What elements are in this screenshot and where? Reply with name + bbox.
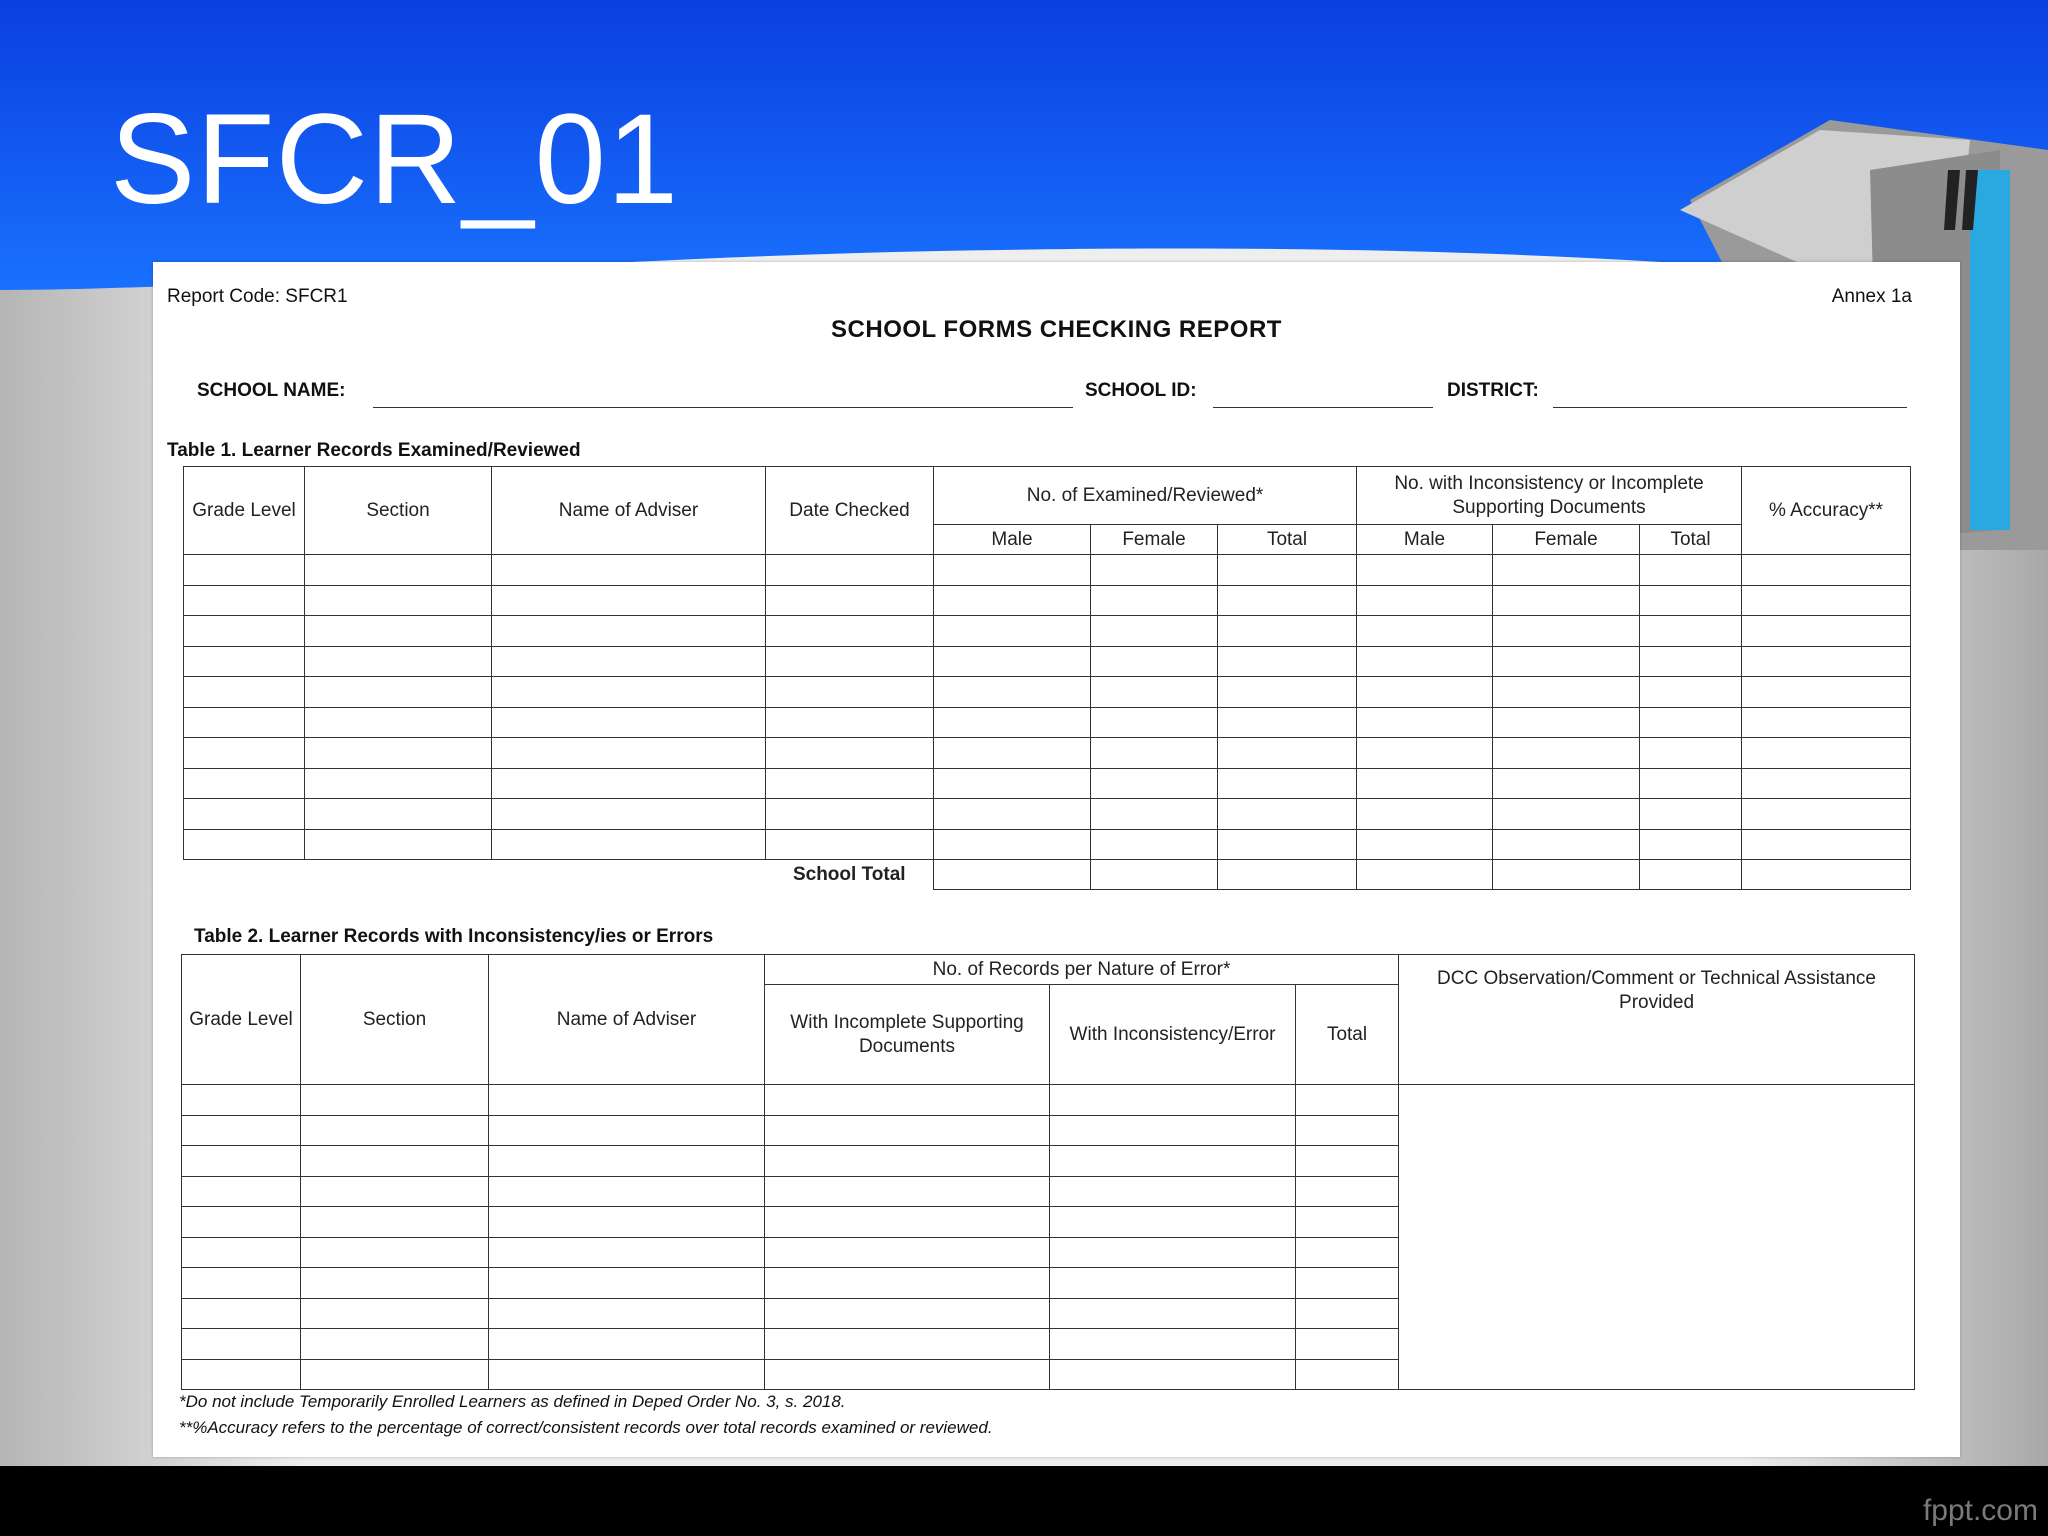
t1-cell [184,677,305,708]
t1-cell [766,738,934,769]
t2-cell [301,1115,489,1146]
t1-cell [1218,707,1357,738]
t1-cell [1640,616,1742,647]
t1-cell [1357,768,1493,799]
t1-cell [1218,555,1357,586]
t1-cell [492,768,766,799]
t1-cell [1091,646,1218,677]
t2-cell [1296,1115,1399,1146]
t1-total-cell [934,860,1091,890]
t2-cell [182,1268,301,1299]
t2-cell [1050,1359,1296,1390]
t2-cell [182,1359,301,1390]
t1-cell [1091,768,1218,799]
t1-cell [492,829,766,860]
t2-cell [182,1207,301,1238]
t1-cell [184,768,305,799]
t2-cell [765,1176,1050,1207]
t1-cell [934,738,1091,769]
t1-cell [1218,799,1357,830]
t1-cell [934,646,1091,677]
table1-caption: Table 1. Learner Records Examined/Reviewed [167,440,581,461]
t2-cell [1296,1207,1399,1238]
t1-cell [934,585,1091,616]
t2-cell [1296,1298,1399,1329]
t1-header-inconsistency: No. with Inconsistency or Incomplete Supporting Documents [1357,467,1742,525]
t1-cell [1742,799,1911,830]
t1-total-cell [1091,860,1218,890]
t1-cell [1357,555,1493,586]
t2-header-incomplete: With Incomplete Supporting Documents [765,985,1050,1085]
t1-cell [184,646,305,677]
t2-cell [765,1085,1050,1116]
t1-cell [1742,829,1911,860]
t2-header-dcc: DCC Observation/Comment or Technical Assistance Provided [1399,955,1915,1085]
school-name-line [373,407,1073,408]
t1-cell [1091,616,1218,647]
t1-cell [184,616,305,647]
t1-total-cell [1640,860,1742,890]
t1-cell [1493,585,1640,616]
t1-header-adviser: Name of Adviser [492,467,766,555]
t2-cell [1296,1085,1399,1116]
t1-cell [305,799,492,830]
t1-cell [305,677,492,708]
t2-cell [1050,1176,1296,1207]
t1-cell [1091,707,1218,738]
t1-cell [766,677,934,708]
t1-cell [492,555,766,586]
t1-cell [766,707,934,738]
t1-cell [1742,707,1911,738]
t1-cell [1493,707,1640,738]
t1-header-inconsistency-male: Male [1357,525,1493,555]
t1-cell [934,555,1091,586]
t1-cell [184,585,305,616]
t2-body [182,1085,1915,1390]
school-id-label: SCHOOL ID: [1085,380,1197,401]
t1-row [184,799,1911,830]
t2-cell [1296,1268,1399,1299]
t2-cell [489,1268,765,1299]
t1-header-section: Section [305,467,492,555]
t1-cell [934,707,1091,738]
t2-header-inconsistency: With Inconsistency/Error [1050,985,1296,1085]
slide-title: SFCR_01 [110,88,679,231]
t1-cell [492,616,766,647]
t2-cell [1050,1298,1296,1329]
t1-cell [305,555,492,586]
t1-total-cell [1218,860,1357,890]
district-line [1553,407,1907,408]
t1-cell [184,738,305,769]
t1-header-inconsistency-total: Total [1640,525,1742,555]
t2-cell [301,1237,489,1268]
t2-header-total: Total [1296,985,1399,1085]
t2-cell [182,1085,301,1116]
t1-cell [766,646,934,677]
table2-caption: Table 2. Learner Records with Inconsistency/ies or Errors [194,926,714,947]
t1-cell [1640,768,1742,799]
t1-cell [1742,768,1911,799]
t1-row [184,768,1911,799]
t1-cell [934,829,1091,860]
t1-row [184,707,1911,738]
t1-cell [1091,829,1218,860]
t2-cell [182,1146,301,1177]
t1-header-date-checked: Date Checked [766,467,934,555]
t2-cell [301,1146,489,1177]
t1-cell [766,768,934,799]
t2-cell [489,1176,765,1207]
t1-cell [305,768,492,799]
t1-cell [184,707,305,738]
t2-cell [1050,1085,1296,1116]
t1-cell [934,768,1091,799]
t2-cell [301,1207,489,1238]
report-title: SCHOOL FORMS CHECKING REPORT [831,316,1282,343]
t1-cell [1493,646,1640,677]
t1-cell [1091,555,1218,586]
t2-cell [1296,1359,1399,1390]
t2-cell [765,1359,1050,1390]
t1-cell [934,799,1091,830]
t2-cell [301,1268,489,1299]
t2-cell [182,1298,301,1329]
t1-total-cell [1493,860,1640,890]
t2-cell [765,1207,1050,1238]
annex-label: Annex 1a [1831,286,1912,307]
t1-cell [1091,677,1218,708]
t1-cell [766,585,934,616]
t1-row [184,677,1911,708]
t1-cell [1218,829,1357,860]
t1-cell [1640,585,1742,616]
t2-cell [301,1085,489,1116]
t1-row [184,616,1911,647]
t1-cell [305,738,492,769]
t2-cell [1050,1237,1296,1268]
t1-total-cell [1357,860,1493,890]
t1-cell [492,646,766,677]
t1-row [184,829,1911,860]
t1-cell [1357,646,1493,677]
t2-cell [489,1359,765,1390]
footnote-accuracy: **%Accuracy refers to the percentage of correct/consistent records over total records examined or reviewed. [179,1418,993,1437]
t2-cell [765,1298,1050,1329]
t1-cell [1218,768,1357,799]
t1-cell [184,555,305,586]
t1-school-total-label: School Total [792,863,906,885]
t1-cell [1357,677,1493,708]
t1-cell [1742,677,1911,708]
t1-cell [1357,738,1493,769]
t2-cell [1050,1207,1296,1238]
t1-row [184,646,1911,677]
t2-cell [1296,1329,1399,1360]
t1-cell [1493,829,1640,860]
t1-cell [1357,829,1493,860]
t1-cell [1640,555,1742,586]
t1-cell [1357,799,1493,830]
t2-cell [765,1329,1050,1360]
t1-cell [1742,616,1911,647]
t1-row [184,555,1911,586]
t2-cell [1050,1268,1296,1299]
t1-cell [1357,616,1493,647]
t1-cell [305,585,492,616]
t1-header-inconsistency-female: Female [1493,525,1640,555]
t2-cell [182,1329,301,1360]
t1-header-accuracy: % Accuracy** [1742,467,1911,555]
table1-learner-records [183,466,1911,890]
t1-cell [1357,585,1493,616]
t1-cell [305,616,492,647]
t1-cell [492,738,766,769]
t1-cell [766,829,934,860]
t2-row [182,1085,1915,1116]
t2-cell [489,1115,765,1146]
t1-cell [1091,799,1218,830]
t2-cell [182,1237,301,1268]
t1-cell [492,585,766,616]
t1-row [184,738,1911,769]
t1-body [184,555,1911,860]
t2-cell [489,1298,765,1329]
t1-cell [1493,799,1640,830]
school-name-label: SCHOOL NAME: [197,380,346,401]
t1-cell [305,829,492,860]
table2-records-with-errors [181,954,1915,1390]
t1-cell [1218,738,1357,769]
footer-bar [0,1466,2048,1536]
t2-cell [489,1207,765,1238]
t1-header-examined-total: Total [1218,525,1357,555]
t1-cell [1493,768,1640,799]
t1-cell [1640,646,1742,677]
t1-cell [1218,677,1357,708]
t1-cell [184,799,305,830]
t1-cell [1640,738,1742,769]
t1-cell [766,616,934,647]
t1-cell [1091,585,1218,616]
t2-cell [301,1176,489,1207]
district-label: DISTRICT: [1447,380,1539,401]
footer-brand: fppt.com [1922,1494,2038,1527]
t1-header-grade-level: Grade Level [184,467,305,555]
t2-header-adviser: Name of Adviser [489,955,765,1085]
report-code: Report Code: SFCR1 [167,286,348,307]
t2-cell [301,1329,489,1360]
t1-cell [766,555,934,586]
t1-cell [1493,616,1640,647]
t2-cell [765,1237,1050,1268]
t1-cell [1640,707,1742,738]
t2-cell [1050,1115,1296,1146]
t2-cell [489,1329,765,1360]
t1-header-examined-male: Male [934,525,1091,555]
t2-cell [1296,1146,1399,1177]
t1-cell [934,616,1091,647]
t2-cell [1296,1237,1399,1268]
t2-cell [301,1359,489,1390]
t1-cell [492,707,766,738]
t2-cell [765,1146,1050,1177]
t2-cell [1296,1176,1399,1207]
school-forms-checking-report [153,262,1960,1457]
t1-cell [1218,585,1357,616]
t2-cell [182,1176,301,1207]
t2-cell [489,1237,765,1268]
t2-dcc-area [1399,1085,1915,1390]
t1-cell [1640,829,1742,860]
t2-cell [765,1115,1050,1146]
t1-cell [492,799,766,830]
t1-cell [1742,555,1911,586]
t1-cell [1742,585,1911,616]
t2-cell [182,1115,301,1146]
t2-header-nature-of-error: No. of Records per Nature of Error* [765,955,1399,985]
t1-cell [1493,677,1640,708]
t1-cell [766,799,934,830]
t1-total-cell [1742,860,1911,890]
t2-cell [1050,1146,1296,1177]
t2-cell [765,1268,1050,1299]
t1-cell [1742,646,1911,677]
t1-row [184,585,1911,616]
t1-cell [1357,707,1493,738]
t2-cell [489,1146,765,1177]
t1-cell [1218,646,1357,677]
t1-cell [1091,738,1218,769]
t1-cell [1218,616,1357,647]
footnote-temporarily-enrolled: *Do not include Temporarily Enrolled Learners as defined in Deped Order No. 3, s. 2018. [179,1392,846,1411]
t1-header-examined: No. of Examined/Reviewed* [934,467,1357,525]
t1-cell [184,829,305,860]
t1-cell [492,677,766,708]
t2-header-grade-level: Grade Level [182,955,301,1085]
t2-header-section: Section [301,955,489,1085]
t1-cell [305,707,492,738]
t1-header-examined-female: Female [1091,525,1218,555]
t1-cell [1640,677,1742,708]
t1-cell [305,646,492,677]
t2-cell [489,1085,765,1116]
t2-cell [301,1298,489,1329]
t1-cell [1493,738,1640,769]
t1-cell [1493,555,1640,586]
t1-cell [1640,799,1742,830]
t2-cell [1050,1329,1296,1360]
t1-cell [934,677,1091,708]
t1-cell [1742,738,1911,769]
school-id-line [1213,407,1433,408]
